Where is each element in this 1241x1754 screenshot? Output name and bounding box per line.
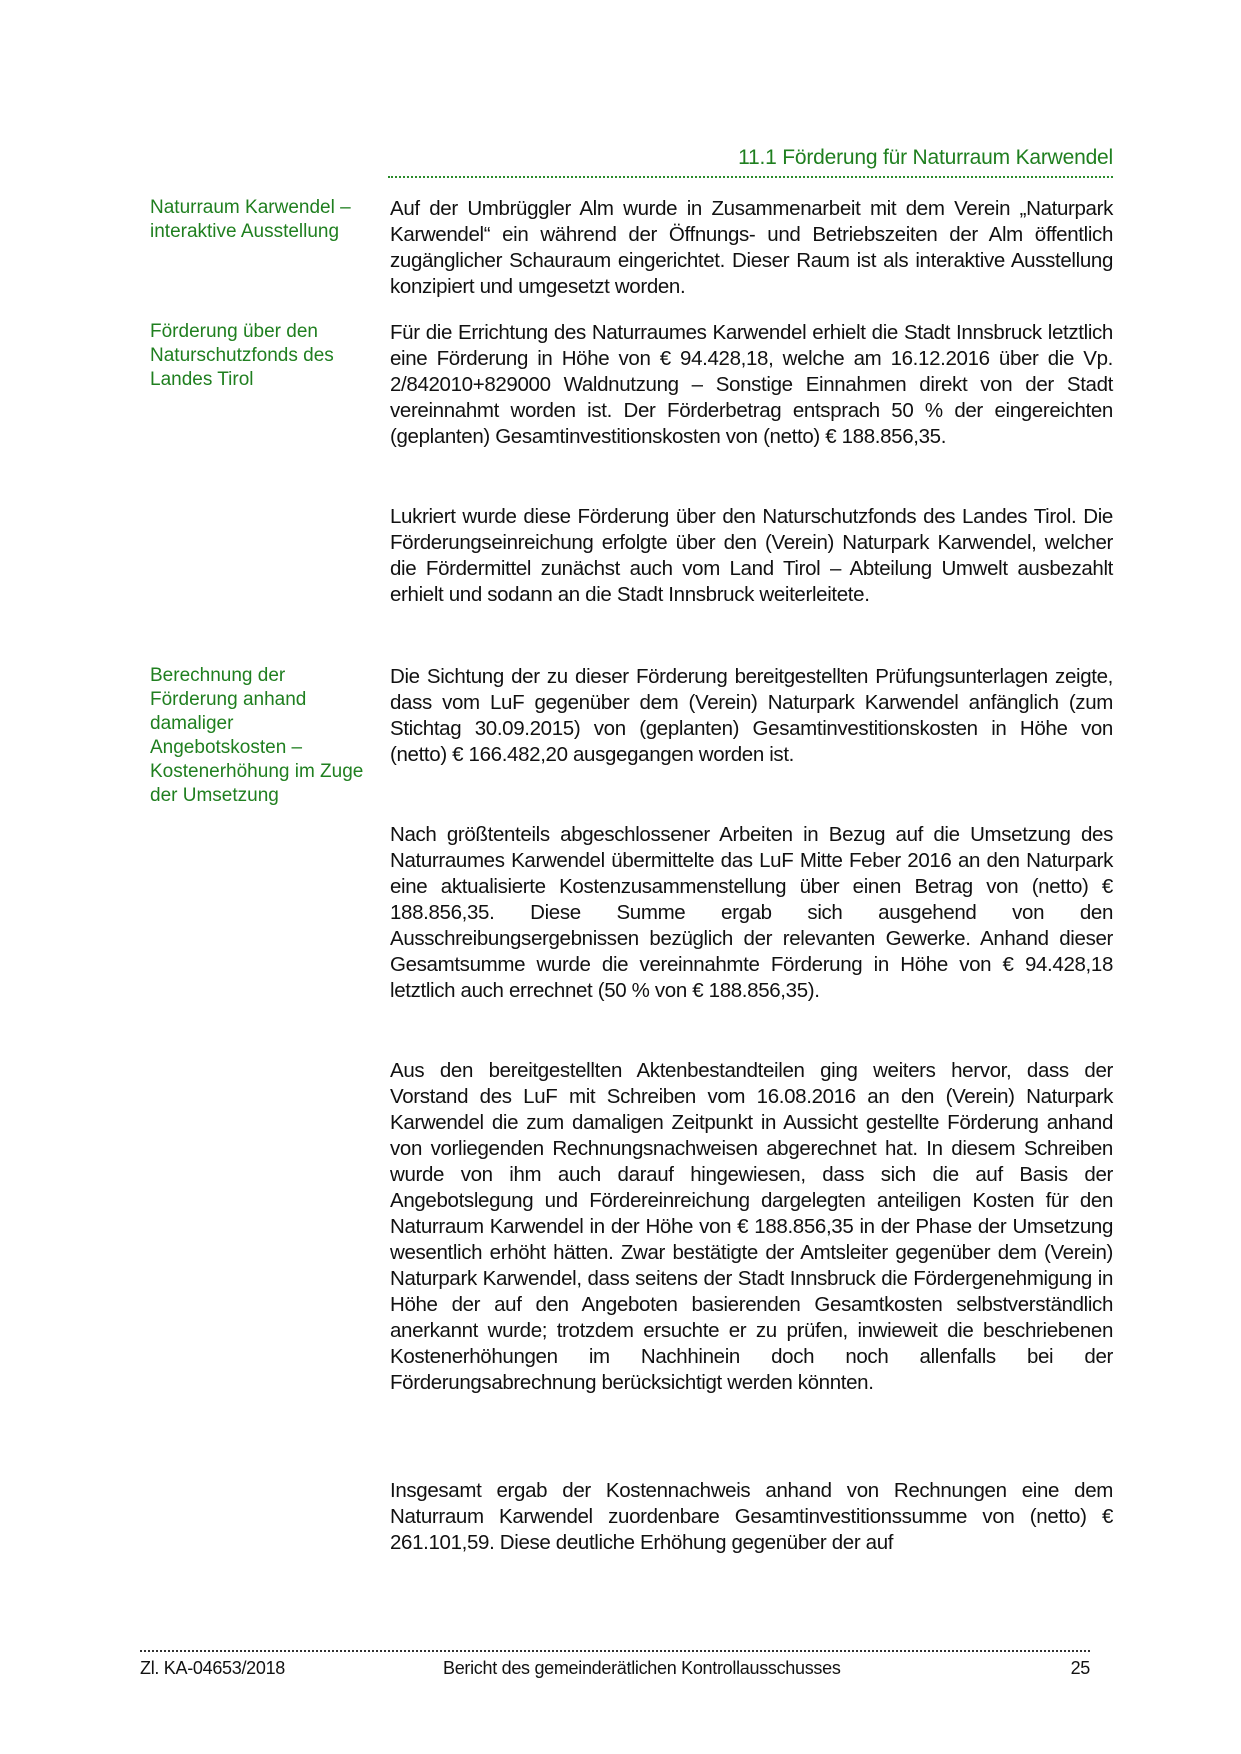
paragraph-7: Insgesamt ergab der Kostennachweis anhand von Rechnungen eine dem Naturraum Karwendel zuordenbare Gesamtinvestitionssumme von (netto) € 261.101,59. Diese deutliche Erhöhung gegenüber der auf <box>390 1479 1113 1554</box>
paragraph-5: Nach größtenteils abgeschlossener Arbeiten in Bezug auf die Umsetzung des Naturraumes Karwendel übermittelte das LuF Mitte Feber 2016 an den Naturpark eine aktualisierte Kostenzusammenstellung über einen Betrag von (netto) € 188.856,35. Diese Summe ergab sich ausgehend von den Ausschreibungsergebnissen bezüglich der relevanten Gewerke. Anhand dieser Gesamtsumme wurde die vereinnahmte Förderung in Höhe von € 94.428,18 letztlich auch errechnet (50 % von € 188.856,35). <box>390 823 1113 1002</box>
margin-note-interactive-exhibition: Naturraum Karwendel – interaktive Ausstellung <box>150 197 351 242</box>
paragraph-2: Für die Errichtung des Naturraumes Karwendel erhielt die Stadt Innsbruck letztlich eine Förderung in Höhe von € 94.428,18, welche am 16.12.2016 über die Vp. 2/842010+829000 Waldnutzung – Sonstige Einnahmen direkt von der Stadt vereinnahmt worden ist. Der Förderbetrag entsprach 50 % der eingereichten (geplanten) Gesamtinvestitionskosten von (netto) € 188.856,35. <box>390 321 1113 448</box>
margin-note-cost-calculation: Berechnung der Förderung anhand damaliger Angebotskosten – Kostenerhöhung im Zuge der Umsetzung <box>150 665 364 806</box>
header-dotted-divider <box>388 176 1113 178</box>
margin-note-nature-fund: Förderung über den Naturschutzfonds des Landes Tirol <box>150 321 334 390</box>
paragraph-4: Die Sichtung der zu dieser Förderung bereitgestellten Prüfungsunterlagen zeigte, dass vom LuF gegenüber dem (Verein) Naturpark Karwendel anfänglich (zum Stichtag 30.09.2015) von (geplanten) Gesamtinvestitionskosten in Höhe von (netto) € 166.482,20 ausgegangen worden ist. <box>390 665 1113 766</box>
page-number: 25 <box>1070 1658 1090 1678</box>
footer-reference: Zl. KA-04653/2018 <box>140 1658 285 1678</box>
paragraph-3: Lukriert wurde diese Förderung über den Naturschutzfonds des Landes Tirol. Die Förderungseinreichung erfolgte über den (Verein) Naturpark Karwendel, welcher die Fördermittel zunächst auch vom Land Tirol – Abteilung Umwelt ausbezahlt erhielt und sodann an die Stadt Innsbruck weiterleitete. <box>390 505 1113 606</box>
footer-report-title: Bericht des gemeinderätlichen Kontrollausschusses <box>443 1658 841 1678</box>
section-title: 11.1 Förderung für Naturraum Karwendel <box>738 146 1113 169</box>
paragraph-6: Aus den bereitgestellten Aktenbestandteilen ging weiters hervor, dass der Vorstand des LuF mit Schreiben vom 16.08.2016 an den (Verein) Naturpark Karwendel die zum damaligen Zeitpunkt in Aussicht gestellte Förderung anhand von vorliegenden Rechnungsnachweisen abgerechnet hat. In diesem Schreiben wurde von ihm auch darauf hingewiesen, dass sich die auf Basis der Angebotslegung und Fördereinreichung dargelegten anteiligen Kosten für den Naturraum Karwendel in der Höhe von € 188.856,35 in der Phase der Umsetzung wesentlich erhöht hätten. Zwar bestätigte der Amtsleiter gegenüber dem (Verein) Naturpark Karwendel, dass seitens der Stadt Innsbruck die Fördergenehmigung in Höhe der auf den Angeboten basierenden Gesamtkosten selbstverständlich anerkannt wurde; trotzdem ersuchte er zu prüfen, inwieweit die beschriebenen Kostenerhöhungen im Nachhinein doch noch allenfalls bei der Förderungsabrechnung berücksichtigt werden könnten. <box>390 1059 1113 1394</box>
footer-dotted-divider <box>140 1650 1090 1652</box>
paragraph-1: Auf der Umbrüggler Alm wurde in Zusammenarbeit mit dem Verein „Naturpark Karwendel“ ein während der Öffnungs- und Betriebszeiten der Alm öffentlich zugänglicher Schauraum eingerichtet. Dieser Raum ist als interaktive Ausstellung konzipiert und umgesetzt worden. <box>390 197 1113 298</box>
